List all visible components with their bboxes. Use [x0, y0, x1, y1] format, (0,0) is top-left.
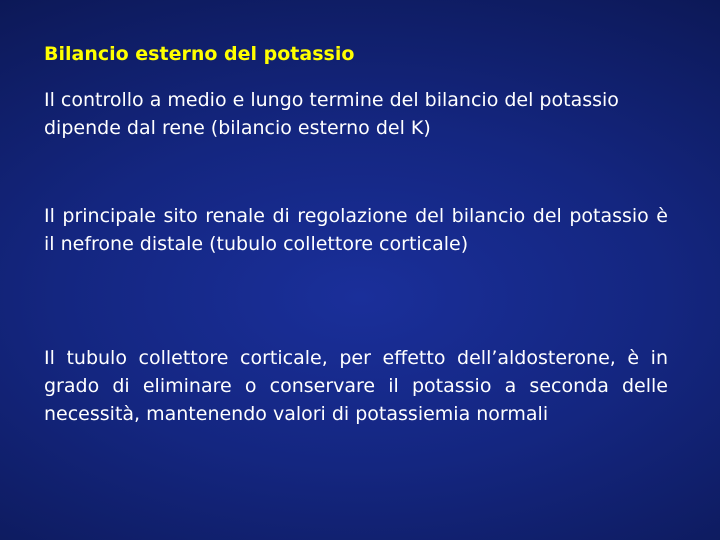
- paragraph-2: Il principale sito renale di regolazione del bilancio del potassio è il nefrone distale (tubulo collettore corticale): [44, 205, 668, 255]
- slide-title: Bilancio esterno del potassio: [44, 43, 355, 65]
- paragraph-1: Il controllo a medio e lungo termine del bilancio del potassio dipende dal rene (bilancio esterno del K): [44, 89, 619, 139]
- paragraph-3: Il tubulo collettore corticale, per effetto dell’aldosterone, è in grado di eliminare o conservare il potassio a seconda delle necessità, mantenendo valori di potassiemia normali: [44, 347, 668, 425]
